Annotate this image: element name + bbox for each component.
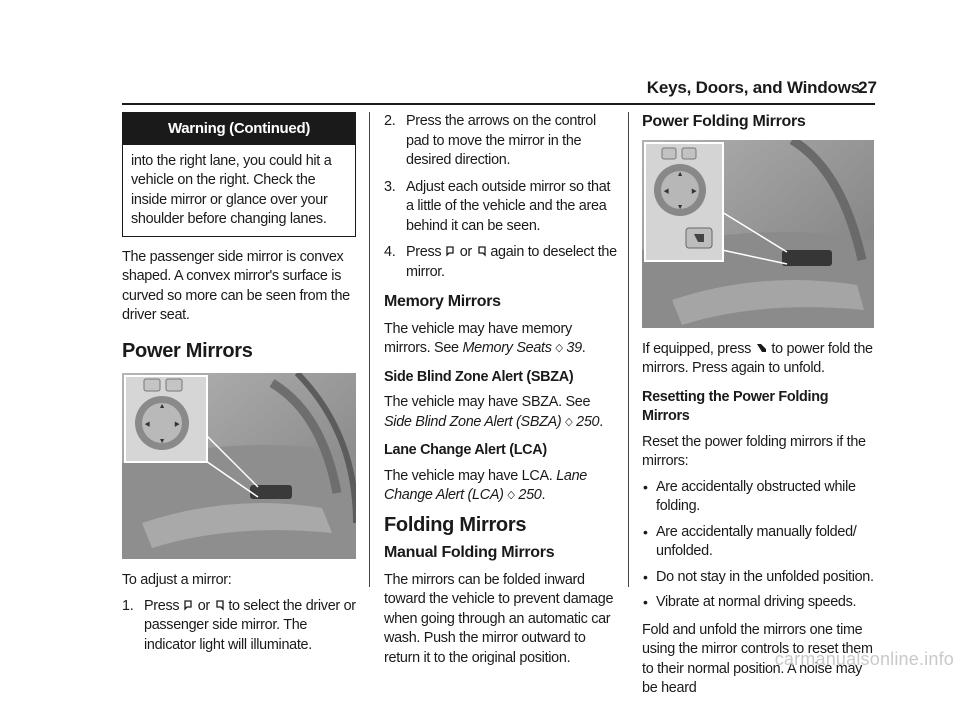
- column-divider: [369, 112, 370, 587]
- memory-paragraph: The vehicle may have memory mirrors. See Memory Seats ◇ 39.: [384, 320, 586, 356]
- reset-conditions-list: [642, 478, 876, 613]
- step-1: [122, 597, 356, 656]
- warning-title: Warning (Continued): [123, 113, 355, 145]
- step-text: Press the arrows on the control pad to move the mirror in the desired direction.: [406, 113, 596, 168]
- list-item: • Vibrate at normal driving speeds.: [642, 593, 876, 613]
- lca-link[interactable]: Lane Change Alert (LCA): [384, 467, 588, 503]
- step-text: Press: [406, 244, 442, 260]
- resetting-heading: Resetting the Power Folding Mirrors: [642, 388, 829, 424]
- paragraph-text: If equipped, press: [642, 340, 752, 357]
- convex-paragraph: The passenger side mirror is convex shaped. A convex mirror's surface is curved so more can be seen from the driver seat.: [122, 248, 350, 323]
- list-item: • Do not stay in the unfolded position.: [642, 568, 876, 588]
- manual-folding-paragraph: The mirrors can be folded inward toward the vehicle to prevent damage when going through an automatic car wash. Push the mirror outward to return it to the original position.: [384, 571, 614, 666]
- step-text: Press: [144, 597, 180, 614]
- xref-icon: ◇: [507, 489, 515, 501]
- left-mirror-icon: [184, 599, 193, 611]
- power-folding-control-photo: [642, 140, 874, 328]
- adjust-intro: To adjust a mirror:: [122, 572, 232, 588]
- svg-text:◀: ◀: [663, 187, 669, 195]
- power-fold-paragraph: [642, 340, 876, 379]
- page-ref[interactable]: 250: [518, 487, 542, 503]
- folding-mirrors-heading: Folding Mirrors: [384, 513, 527, 536]
- power-folding-heading: Power Folding Mirrors: [642, 113, 806, 130]
- svg-text:▼: ▼: [158, 438, 166, 445]
- warning-box: [122, 112, 356, 237]
- memory-mirrors-heading: Memory Mirrors: [384, 293, 501, 310]
- step-text: or: [459, 244, 472, 260]
- step-2: [384, 112, 618, 171]
- header-divider: [122, 103, 875, 105]
- section-title: Keys, Doors, and Windows: [646, 78, 860, 97]
- list-item: • Are accidentally manually folded/ unfolded.: [642, 523, 876, 562]
- column-3: [642, 112, 876, 708]
- paragraph-text: The vehicle may have LCA.: [384, 467, 553, 484]
- step-number: 3.: [384, 178, 396, 195]
- page-ref[interactable]: 39: [566, 340, 582, 356]
- manual-folding-heading: Manual Folding Mirrors: [384, 544, 555, 561]
- svg-text:▲: ▲: [676, 170, 684, 178]
- lca-heading: Lane Change Alert (LCA): [384, 442, 547, 458]
- column-1: [122, 112, 356, 662]
- watermark: carmanualsonline.info: [774, 649, 954, 669]
- column-2: [384, 112, 618, 677]
- svg-text:◀: ◀: [144, 421, 150, 428]
- step-text: Adjust each outside mirror so that a little of the vehicle and the area behind it can be seen.: [406, 178, 611, 234]
- sbza-heading: Side Blind Zone Alert (SBZA): [384, 368, 574, 385]
- step-3: [384, 178, 618, 237]
- power-mirror-control-photo: [122, 373, 356, 559]
- step-text: to select the driver or passenger side mirror. The indicator light will illuminate.: [144, 597, 356, 653]
- step-text: or: [197, 597, 210, 614]
- svg-text:▼: ▼: [676, 203, 684, 211]
- xref-icon: ◇: [565, 415, 573, 428]
- sbza-link[interactable]: Side Blind Zone Alert (SBZA): [384, 413, 562, 430]
- xref-icon: ◇: [555, 342, 563, 354]
- page-ref[interactable]: 250: [576, 413, 600, 430]
- right-mirror-icon: [215, 599, 224, 611]
- step-number: 4.: [384, 244, 396, 260]
- step-number: 1.: [122, 597, 134, 614]
- warning-body: into the right lane, you could hit a vehicle on the right. Check the inside mirror or glance over your shoulder before changing lanes.: [131, 152, 332, 227]
- paragraph-text: to power fold the mirrors. Press again to unfold.: [642, 340, 873, 376]
- page-number: 27: [858, 78, 877, 97]
- fold-unfold-paragraph: Fold and unfold the mirrors one time using the mirror controls to reset them to their normal position. A noise may be heard: [642, 621, 873, 696]
- svg-text:▶: ▶: [174, 421, 180, 428]
- memory-seats-link[interactable]: Memory Seats: [462, 340, 552, 356]
- step-text: again to deselect the mirror.: [406, 244, 617, 280]
- left-mirror-icon: [446, 245, 455, 257]
- list-item: • Are accidentally obstructed while folding.: [642, 478, 876, 517]
- svg-text:▲: ▲: [158, 403, 166, 410]
- right-mirror-icon: [477, 245, 486, 257]
- svg-text:▶: ▶: [691, 187, 697, 195]
- paragraph-text: The vehicle may have SBZA. See: [384, 394, 591, 410]
- reset-intro: Reset the power folding mirrors if the mirrors:: [642, 433, 866, 469]
- paragraph-text: The vehicle may have memory mirrors. See: [384, 320, 572, 356]
- lca-paragraph: The vehicle may have LCA. Lane Change Alert (LCA) ◇ 250.: [384, 467, 588, 503]
- sbza-paragraph: The vehicle may have SBZA. See Side Blind Zone Alert (SBZA) ◇ 250.: [384, 394, 603, 430]
- power-mirrors-heading: Power Mirrors: [122, 339, 253, 362]
- step-number: 2.: [384, 113, 396, 129]
- column-divider: [628, 112, 629, 587]
- power-fold-icon: [756, 342, 767, 354]
- step-4: [384, 243, 618, 282]
